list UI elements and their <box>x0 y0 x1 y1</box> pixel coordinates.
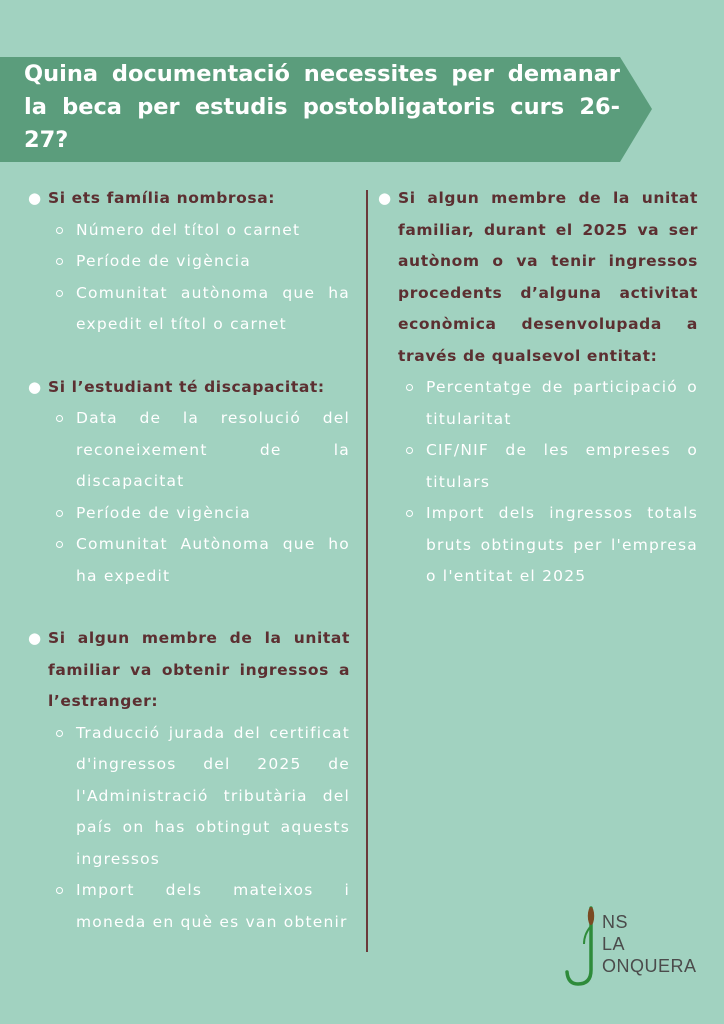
list-item: Percentatge de participació o titularitat <box>398 372 698 435</box>
bullet-icon: ● <box>28 629 42 647</box>
list-item: Traducció jurada del certificat d'ingressos del 2025 de l'Administració tributària del país on has obtingut aquests ingressos <box>48 718 350 876</box>
page-title: Quina documentació necessites per demanar la beca per estudis postobligatoris curs 26-27? <box>24 61 620 153</box>
item-list <box>28 403 350 592</box>
circle-bullet-icon <box>48 875 76 907</box>
circle-bullet-icon <box>48 215 76 247</box>
section-large-family <box>28 183 350 341</box>
bullet-icon: ● <box>28 189 42 207</box>
circle-bullet-icon <box>48 498 76 530</box>
logo-text-la: LA <box>602 934 626 954</box>
list-item: Número del títol o carnet <box>48 215 350 247</box>
bullet-icon: ● <box>378 189 392 207</box>
circle-bullet-icon <box>48 718 76 750</box>
section-self-employed <box>378 183 698 593</box>
circle-bullet-icon <box>398 498 426 530</box>
left-column <box>28 183 350 938</box>
logo-text-ns: NS <box>602 912 629 932</box>
circle-bullet-icon <box>48 278 76 310</box>
list-item: Comunitat autònoma que ha expedit el títol o carnet <box>48 278 350 341</box>
item-list <box>28 215 350 341</box>
circle-bullet-icon <box>398 435 426 467</box>
section-disability <box>28 372 350 593</box>
bullet-icon: ● <box>28 377 42 396</box>
list-item: Data de la resolució del reconeixement de la discapacitat <box>48 403 350 498</box>
section-heading: ● Si ets família nombrosa: <box>28 183 350 215</box>
list-item: Període de vigència <box>48 498 350 530</box>
list-item: Import dels mateixos i moneda en què es van obtenir <box>48 875 350 938</box>
section-heading: ● Si algun membre de la unitat familiar va obtenir ingressos a l’estranger: <box>28 623 350 718</box>
item-list <box>28 718 350 939</box>
list-item: CIF/NIF de les empreses o titulars <box>398 435 698 498</box>
circle-bullet-icon <box>398 372 426 404</box>
section-foreign-income <box>28 623 350 938</box>
school-logo <box>562 900 697 990</box>
list-item: Comunitat Autònoma que ho ha expedit <box>48 529 350 592</box>
circle-bullet-icon <box>48 529 76 561</box>
list-item: Període de vigència <box>48 246 350 278</box>
right-column <box>378 183 698 593</box>
column-divider <box>366 190 368 952</box>
circle-bullet-icon <box>48 246 76 278</box>
section-heading: ● Si l’estudiant té discapacitat: <box>28 372 350 404</box>
list-item: Import dels ingressos totals bruts obtinguts per l'empresa o l'entitat el 2025 <box>398 498 698 593</box>
circle-bullet-icon <box>48 403 76 435</box>
logo-text-onquera: ONQUERA <box>602 956 697 976</box>
item-list <box>378 372 698 593</box>
section-heading: ● Si algun membre de la unitat familiar, durant el 2025 va ser autònom o va tenir ingressos procedents d’alguna activitat econòmica desenvolupada a través de qualsevol entitat: <box>378 183 698 372</box>
